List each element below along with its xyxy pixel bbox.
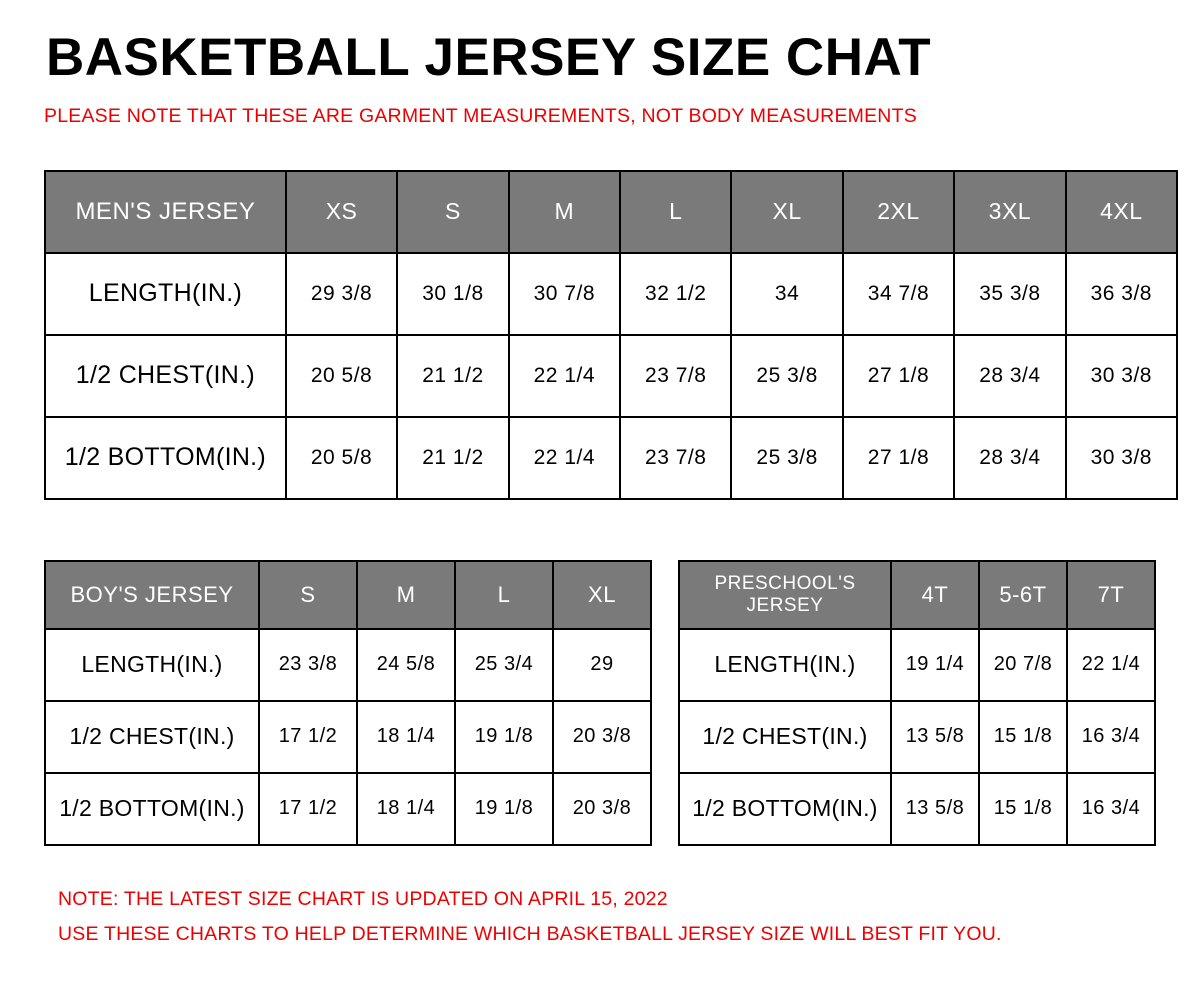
table-cell: 23 7/8 (620, 335, 731, 417)
column-header: PRESCHOOL'S JERSEY (679, 561, 891, 629)
table-cell: 28 3/4 (954, 335, 1065, 417)
column-header: 7T (1067, 561, 1155, 629)
table-cell: 27 1/8 (843, 335, 954, 417)
column-header: BOY'S JERSEY (45, 561, 259, 629)
row-label: LENGTH(IN.) (45, 253, 286, 335)
table-row (679, 629, 1155, 701)
table-cell: 16 3/4 (1067, 773, 1155, 845)
table-cell: 25 3/8 (731, 417, 842, 499)
table-cell: 36 3/8 (1066, 253, 1177, 335)
column-header: S (259, 561, 357, 629)
table-cell: 23 3/8 (259, 629, 357, 701)
table-cell: 29 (553, 629, 651, 701)
column-header: L (620, 171, 731, 253)
column-header: XS (286, 171, 397, 253)
table-row (679, 701, 1155, 773)
table-cell: 19 1/8 (455, 773, 553, 845)
table-cell: 22 1/4 (509, 335, 620, 417)
top-note: PLEASE NOTE THAT THESE ARE GARMENT MEASUREMENTS, NOT BODY MEASUREMENTS (44, 104, 917, 127)
boys-jersey-table (44, 560, 652, 846)
table-row (45, 773, 651, 845)
table-cell: 34 7/8 (843, 253, 954, 335)
column-header: 4XL (1066, 171, 1177, 253)
column-header: XL (553, 561, 651, 629)
table-row (45, 629, 651, 701)
table-cell: 25 3/8 (731, 335, 842, 417)
table-cell: 23 7/8 (620, 417, 731, 499)
column-header: S (397, 171, 508, 253)
table-cell: 34 (731, 253, 842, 335)
table-cell: 19 1/4 (891, 629, 979, 701)
table-cell: 28 3/4 (954, 417, 1065, 499)
row-label: 1/2 BOTTOM(IN.) (45, 773, 259, 845)
table-cell: 22 1/4 (1067, 629, 1155, 701)
table-cell: 30 1/8 (397, 253, 508, 335)
column-header: XL (731, 171, 842, 253)
table-cell: 19 1/8 (455, 701, 553, 773)
table-cell: 25 3/4 (455, 629, 553, 701)
table-row (45, 253, 1177, 335)
table-cell: 17 1/2 (259, 773, 357, 845)
lower-tables (44, 560, 1178, 846)
column-header: 3XL (954, 171, 1065, 253)
page-title: BASKETBALL JERSEY SIZE CHAT (46, 28, 932, 87)
table-row (45, 417, 1177, 499)
column-header: 5-6T (979, 561, 1067, 629)
table-header-row (45, 561, 651, 629)
table-cell: 17 1/2 (259, 701, 357, 773)
table-cell: 18 1/4 (357, 773, 455, 845)
table-row (45, 335, 1177, 417)
table-cell: 30 3/8 (1066, 417, 1177, 499)
table-cell: 21 1/2 (397, 335, 508, 417)
column-header: M (509, 171, 620, 253)
table-header-row (45, 171, 1177, 253)
row-label: 1/2 BOTTOM(IN.) (45, 417, 286, 499)
table-cell: 20 5/8 (286, 417, 397, 499)
table-cell: 29 3/8 (286, 253, 397, 335)
table-cell: 15 1/8 (979, 773, 1067, 845)
table-cell: 15 1/8 (979, 701, 1067, 773)
row-label: 1/2 CHEST(IN.) (45, 335, 286, 417)
table-cell: 20 5/8 (286, 335, 397, 417)
table-cell: 30 7/8 (509, 253, 620, 335)
table-cell: 20 3/8 (553, 701, 651, 773)
table-cell: 30 3/8 (1066, 335, 1177, 417)
bottom-note-update: NOTE: THE LATEST SIZE CHART IS UPDATED ON APRIL 15, 2022 (58, 887, 668, 910)
table-cell: 21 1/2 (397, 417, 508, 499)
mens-jersey-table (44, 170, 1178, 500)
table-cell: 20 3/8 (553, 773, 651, 845)
table-row (45, 701, 651, 773)
bottom-notes (58, 882, 1178, 952)
column-header: M (357, 561, 455, 629)
column-header: MEN'S JERSEY (45, 171, 286, 253)
row-label: LENGTH(IN.) (679, 629, 891, 701)
table-header-row (679, 561, 1155, 629)
table-cell: 13 5/8 (891, 701, 979, 773)
column-header: 2XL (843, 171, 954, 253)
row-label: 1/2 CHEST(IN.) (45, 701, 259, 773)
column-header: L (455, 561, 553, 629)
bottom-note-usage: USE THESE CHARTS TO HELP DETERMINE WHICH BASKETBALL JERSEY SIZE WILL BEST FIT YOU. (58, 923, 1002, 945)
table-cell: 27 1/8 (843, 417, 954, 499)
row-label: 1/2 CHEST(IN.) (679, 701, 891, 773)
preschool-jersey-table (678, 560, 1156, 846)
row-label: LENGTH(IN.) (45, 629, 259, 701)
column-header: 4T (891, 561, 979, 629)
table-cell: 20 7/8 (979, 629, 1067, 701)
table-cell: 13 5/8 (891, 773, 979, 845)
table-cell: 24 5/8 (357, 629, 455, 701)
table-cell: 32 1/2 (620, 253, 731, 335)
table-cell: 16 3/4 (1067, 701, 1155, 773)
table-row (679, 773, 1155, 845)
table-cell: 18 1/4 (357, 701, 455, 773)
row-label: 1/2 BOTTOM(IN.) (679, 773, 891, 845)
table-cell: 35 3/8 (954, 253, 1065, 335)
table-cell: 22 1/4 (509, 417, 620, 499)
